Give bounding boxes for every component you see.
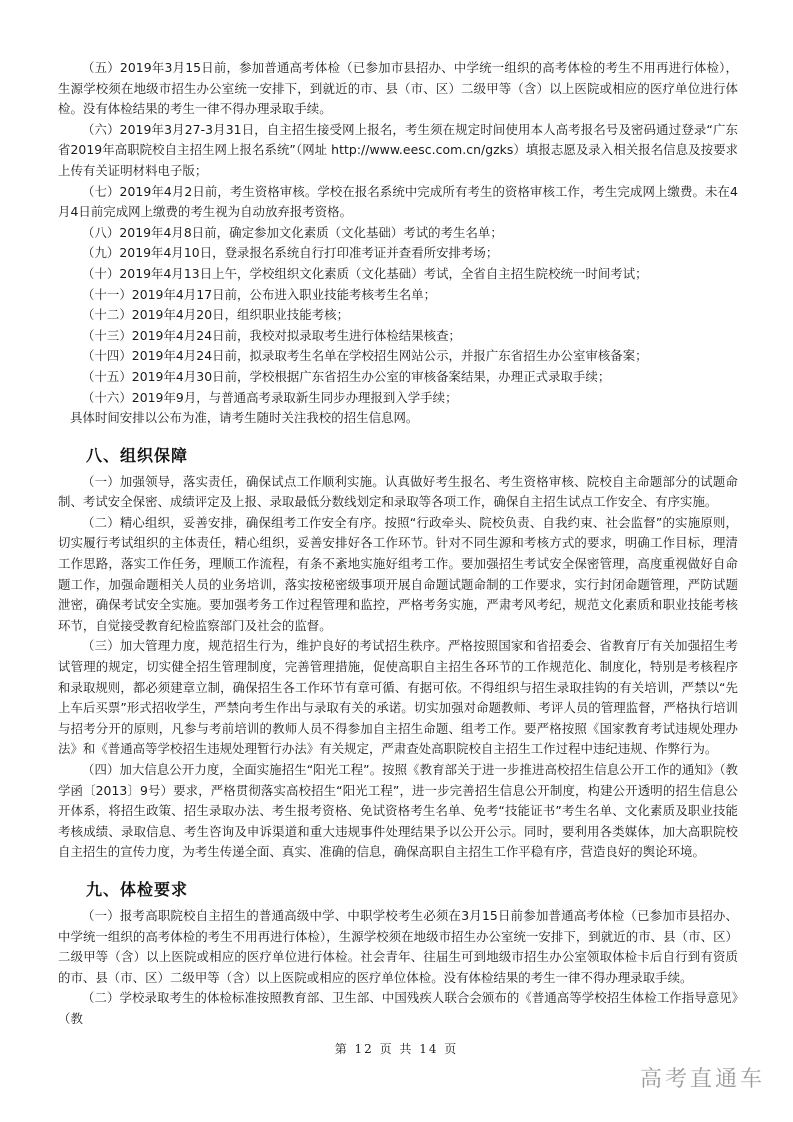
schedule-item: （十六）2019年9月，与普通高考录取新生同步办理报到入学手续； — [82, 389, 458, 405]
schedule-list — [58, 58, 738, 429]
schedule-item: （十三）2019年4月24日前，我校对拟录取考生进行体检结果核查； — [82, 327, 461, 343]
schedule-item: （十五）2019年4月30日前，学校根据广东省招生办公室的审核备案结果，办理正式录取手续； — [82, 368, 611, 384]
document-page — [58, 58, 738, 1030]
section-8-paragraph: （三）加大管理力度，规范招生行为，维护良好的考试招生秩序。严格按照国家和省招委会、省教育厅有关加强招生考试管理的规定，切实健全招生管理制度，完善管理措施，促使高职自主招生各环节的工作规范化、制度化，特别是考核程序和录取规则，都必须建章立制，确保招生各工作环节有章可循、有据可依。不得组织与招生录取挂钩的有关培训，严禁以“先上车后买票”形式招收学生，严禁向考生作出与录取有关的承诺。切实加强对命题教师、考评人员的管理监督，严格执行培训与招考分开的原则，凡参与考前培训的教师人员不得参加自主招生命题、组考工作。要严格按照《国家教育考试违规处理办法》和《普通高等学校招生违规处理暂行办法》有关规定，严肃查处高职院校自主招生工作过程中违纪违规、作弊行为。 — [58, 638, 738, 757]
schedule-item: （六）2019年3月27-3月31日，自主招生接受网上报名，考生须在规定时间使用本人高考报名号及密码通过登录“广东省2019年高职院校自主招生网上报名系统”（网址 http://www.eesc.com.cn/gzks）填报志愿及录入相关报名信息及按要求上传有关证明材料电子版； — [58, 121, 738, 178]
page-number: 第 12 页 共 14 页 — [334, 1042, 459, 1056]
schedule-note: 具体时间安排以公布为准，请考生随时关注我校的招生信息网。 — [70, 410, 419, 426]
schedule-item: （十二）2019年4月20日，组织职业技能考核； — [82, 307, 350, 323]
schedule-item: （十）2019年4月13日上午，学校组织文化素质（文化基础）考试，全省自主招生院校统一时间考试； — [82, 265, 648, 281]
section-9-paragraph: （二）学校录取考生的体检标准按照教育部、卫生部、中国残疾人联合会颁布的《普通高等学校招生体检工作指导意见》（教 — [58, 990, 738, 1026]
schedule-item: （八）2019年4月8日前，确定参加文化素质（文化基础）考试的考生名单； — [82, 224, 503, 240]
schedule-item: （五）2019年3月15日前，参加普通高考体检（已参加市县招办、中学统一组织的高考体检的考生不用再进行体检），生源学校须在地级市招生办公室统一安排下，到就近的市、县（市、区）二级甲等（含）以上医院或相应的医疗单位进行体检。没有体检结果的考生一律不得办理录取手续。 — [58, 60, 738, 117]
schedule-item: （七）2019年4月2日前，考生资格审核。学校在报名系统中完成所有考生的资格审核工作，考生完成网上缴费。未在4月4日前完成网上缴费的考生视为自动放弃报考资格。 — [58, 183, 738, 220]
schedule-item: （十一）2019年4月17日前，公布进入职业技能考核考生名单； — [82, 286, 437, 302]
section-8-title: 八、组织保障 — [86, 445, 189, 465]
section-9-title: 九、体检要求 — [86, 879, 189, 899]
section-8-paragraph: （二）精心组织，妥善安排，确保组考工作安全有序。按照“行政牵头、院校负责、自我约束、社会监督”的实施原则，切实履行考试组织的主体责任，精心组织，妥善安排好各工作环节。针对不同生源和考核方式的要求，明确工作目标，理清工作思路，落实工作任务，理顺工作流程，有条不紊地实施好组考工作。要加强招生考试安全保密管理，高度重视做好自命题工作，加强命题相关人员的业务培训，落实按秘密级事项开展自命题试题命制的工作要求，实行封闭命题管理，严防试题泄密，确保考试安全实施。要加强考务工作过程管理和监控，严格考务实施，严肃考风考纪，规范文化素质和职业技能考核环节，自觉接受教育纪检监察部门及社会的监督。 — [58, 514, 738, 633]
section-8-paragraph: （四）加大信息公开力度，全面实施招生“阳光工程”。按照《教育部关于进一步推进高校招生信息公开工作的通知》（教学函〔2013〕9号）要求，严格贯彻落实高校招生“阳光工程”，进一步完善招生信息公开制度，构建公开透明的招生信息公开体系，将招生政策、招生录取办法、考生报考资格、免试资格考生名单、免考“技能证书”考生名单、文化素质及职业技能考核成绩、录取信息、考生咨询及申诉渠道和重大违规事件处理结果予以公开公示。同时，要利用各类媒体，加大高职院校自主招生的宣传力度，为考生传递全面、真实、准确的信息，确保高职自主招生工作平稳有序，营造良好的舆论环境。 — [58, 762, 738, 860]
section-8-body — [58, 472, 738, 863]
section-9-body — [58, 906, 738, 1030]
schedule-item: （九）2019年4月10日，登录报名系统自行打印准考证并查看所安排考场； — [82, 245, 499, 261]
section-8-paragraph: （一）加强领导，落实责任，确保试点工作顺利实施。认真做好考生报名、考生资格审核、院校自主命题部分的试题命制、考试安全保密、成绩评定及上报、录取最低分数线划定和录取等各项工作，确保自主招生试点工作安全、有序实施。 — [58, 473, 738, 510]
watermark: 高考直通车 — [639, 1067, 765, 1092]
section-9-paragraph: （一）报考高职院校自主招生的普通高级中学、中职学校考生必须在3月15日前参加普通高考体检（已参加市县招办、中学统一组织的高考体检的考生不用再进行体检），生源学校须在地级市招生办公室统一安排下，到就近的市、县（市、区）二级甲等（含）以上医院或相应的医疗单位进行体检。社会青年、往届生可到地级市招生办公室领取体检卡后自行到有资质的市、县（市、区）二级甲等（含）以上医院或相应的医疗单位体检。没有体检结果的考生一律不得办理录取手续。 — [58, 907, 738, 985]
schedule-item: （十四）2019年4月24日前，拟录取考生名单在学校招生网站公示，并报广东省招生办公室审核备案； — [82, 348, 648, 364]
